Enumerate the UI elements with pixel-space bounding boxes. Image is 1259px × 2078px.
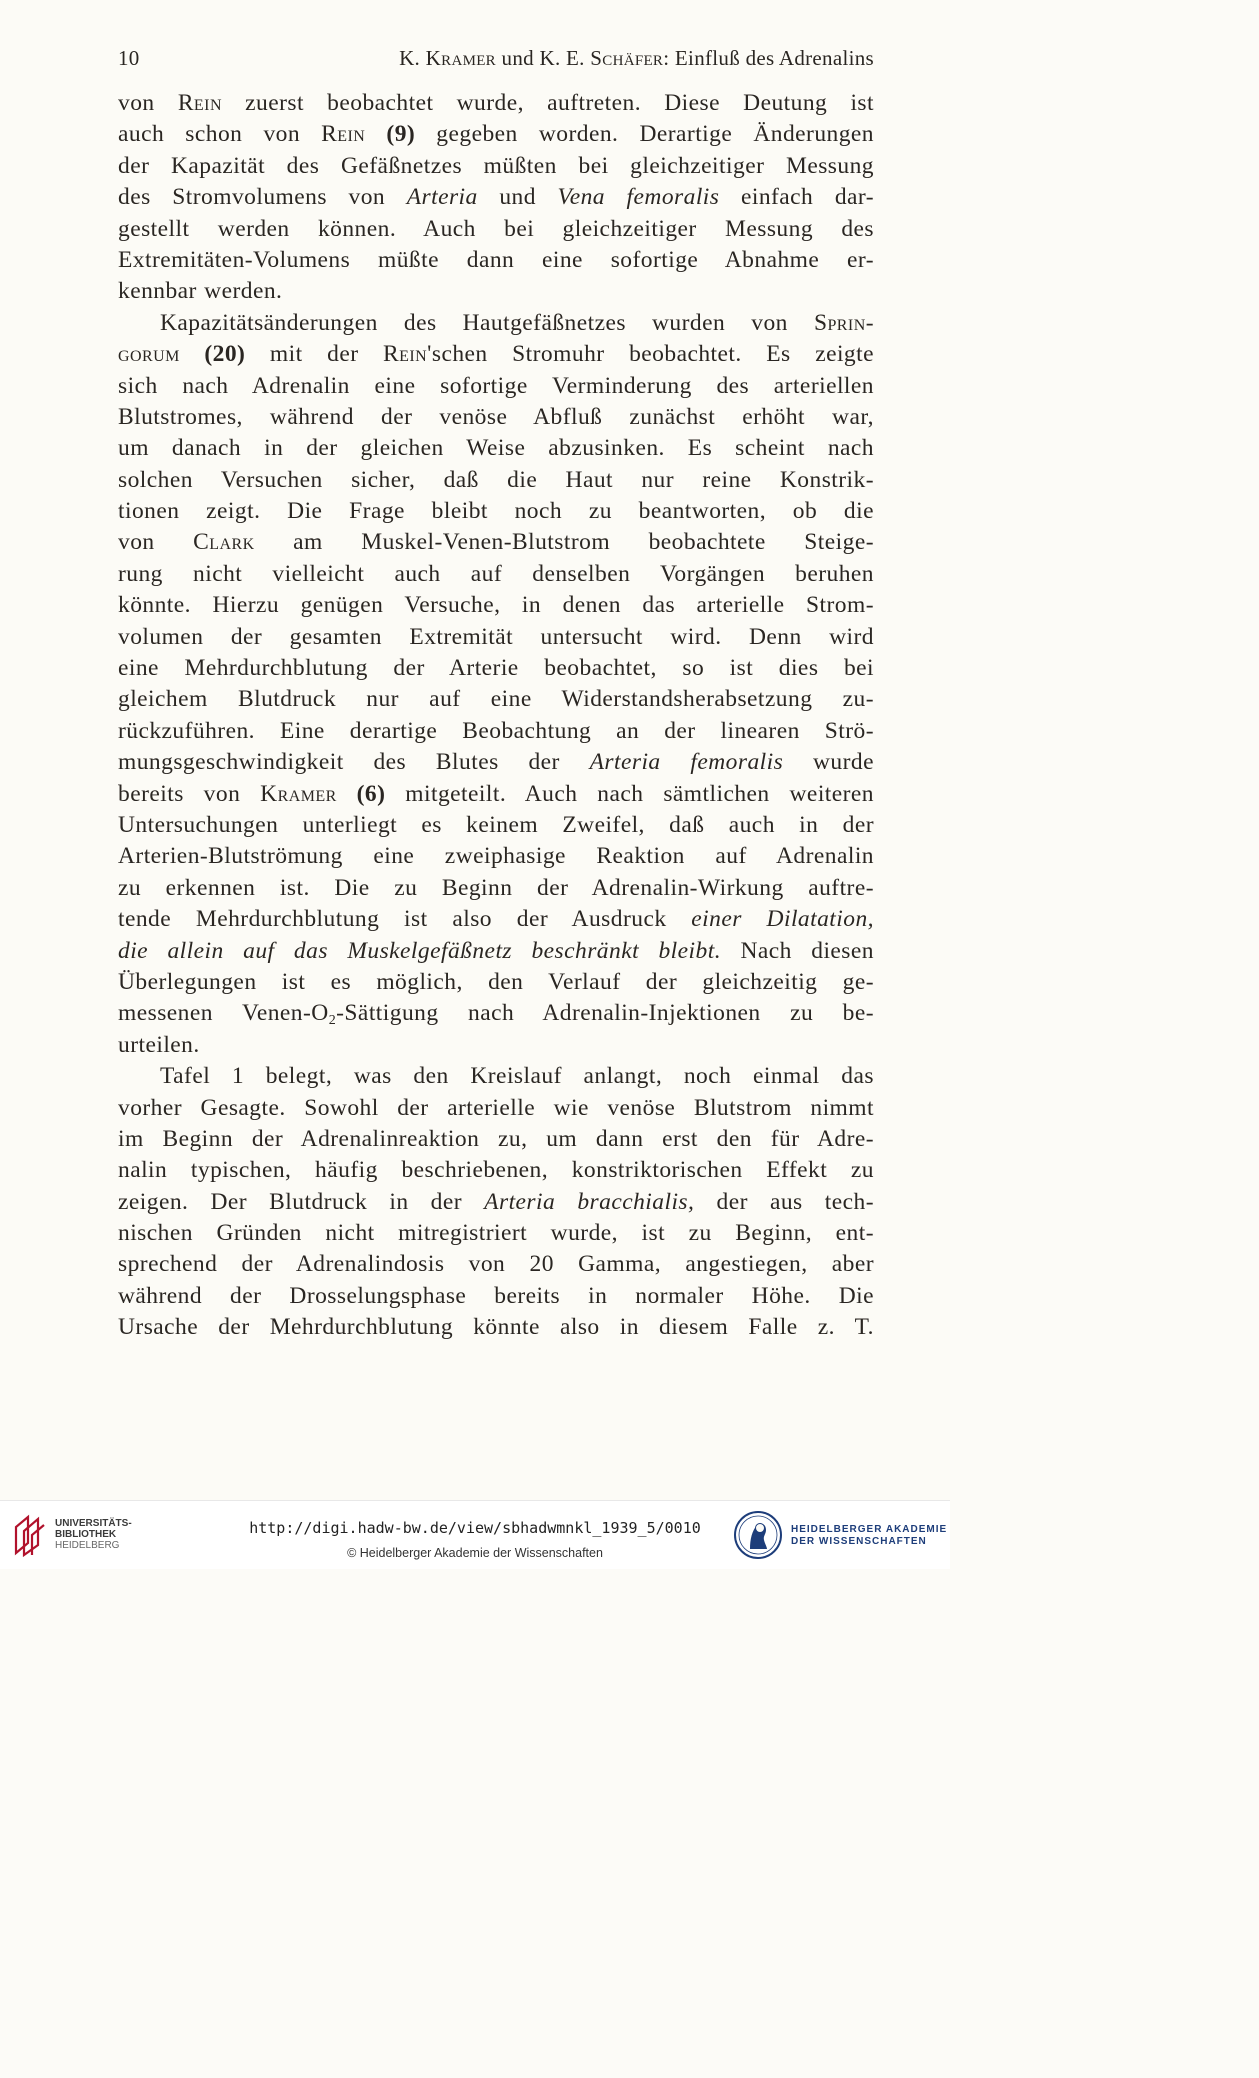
text-line: tende Mehrdurchblutung ist also der Ausdruck einer Dilatation, bbox=[118, 906, 874, 933]
text-line: rung nicht vielleicht auch auf denselben Vorgängen beruhen bbox=[118, 560, 874, 587]
text-line: während der Drosselungsphase bereits in normaler Höhe. Die bbox=[118, 1282, 874, 1309]
text-line: zu erkennen ist. Die zu Beginn der Adrenalin-Wirkung auftre- bbox=[118, 874, 874, 901]
academy-name: HEIDELBERGER AKADEMIE DER WISSENSCHAFTEN bbox=[791, 1524, 948, 1547]
text-line: nischen Gründen nicht mitregistriert wurde, ist zu Beginn, ent- bbox=[118, 1220, 874, 1247]
text-line: eine Mehrdurchblutung der Arterie beobachtet, so ist dies bei bbox=[118, 655, 874, 682]
text-line: volumen der gesamten Extremität untersucht wird. Denn wird bbox=[118, 623, 874, 650]
text-line: Überlegungen ist es möglich, den Verlauf der gleichzeitig ge- bbox=[118, 968, 874, 995]
body-text bbox=[118, 88, 874, 1344]
text-line: die allein auf das Muskelgefäßnetz beschränkt bleibt. Nach diesen bbox=[118, 937, 874, 964]
text-line: von Clark am Muskel-Venen-Blutstrom beobachtete Steige- bbox=[118, 529, 874, 556]
text-line: Untersuchungen unterliegt es keinem Zweifel, daß auch in der bbox=[118, 811, 874, 838]
text-line: sprechend der Adrenalindosis von 20 Gamma, angestiegen, aber bbox=[118, 1251, 874, 1278]
running-title: K. Kramer und K. E. Schäfer: Einfluß des Adrenalins bbox=[399, 46, 874, 70]
text-line: des Stromvolumens von Arteria und Vena femoralis einfach dar- bbox=[118, 184, 874, 211]
paragraph-first-line: Tafel 1 belegt, was den Kreislauf anlangt, noch einmal das bbox=[160, 1063, 874, 1090]
text-line: Extremitäten-Volumens müßte dann eine sofortige Abnahme er- bbox=[118, 246, 874, 273]
text-line: gestellt werden können. Auch bei gleichzeitiger Messung des bbox=[118, 215, 874, 242]
text-line: von Rein zuerst beobachtet wurde, auftreten. Diese Deutung ist bbox=[118, 90, 874, 116]
citation: (6) bbox=[336, 780, 386, 807]
text-line: vorher Gesagte. Sowohl der arterielle wie venöse Blutstrom nimmt bbox=[118, 1094, 874, 1121]
text-line: nalin typischen, häufig beschriebenen, konstriktorischen Effekt zu bbox=[118, 1157, 874, 1184]
text-line: zeigen. Der Blutdruck in der Arteria bracchialis, der aus tech- bbox=[118, 1188, 875, 1215]
text-line: bereits von Kramer (6) mitgeteilt. Auch nach sämtlichen weiteren bbox=[118, 780, 875, 807]
text-line: urteilen. bbox=[118, 1031, 200, 1058]
running-header bbox=[118, 46, 874, 76]
text-line: mungsgeschwindigkeit des Blutes der Arteria femoralis wurde bbox=[118, 749, 874, 776]
academy-seal-icon bbox=[733, 1509, 783, 1561]
text-line: der Kapazität des Gefäßnetzes müßten bei gleichzeitiger Messung bbox=[118, 152, 874, 179]
paragraph-first-line: Kapazitätsänderungen des Hautgefäßnetzes wurden von Sprin- bbox=[160, 309, 874, 336]
text-line: gorum (20) mit der Rein'schen Stromuhr beobachtet. Es zeigte bbox=[118, 341, 874, 368]
university-library-name: UNIVERSITÄTS- BIBLIOTHEK HEIDELBERG bbox=[55, 1518, 132, 1551]
text-line: sich nach Adrenalin eine sofortige Verminderung des arteriellen bbox=[118, 372, 874, 399]
text-line: tionen zeigt. Die Frage bleibt noch zu beantworten, ob die bbox=[118, 498, 874, 525]
text-line: solchen Versuchen sicher, daß die Haut nur reine Konstrik- bbox=[118, 466, 874, 493]
copyright-notice: © Heidelberger Akademie der Wissenschaften bbox=[347, 1546, 603, 1560]
page-number: 10 bbox=[118, 46, 140, 70]
text-line: im Beginn der Adrenalinreaktion zu, um dann erst den für Adre- bbox=[118, 1125, 874, 1152]
text-line: rückzuführen. Eine derartige Beobachtung an der linearen Strö- bbox=[118, 717, 874, 744]
text-line: gleichem Blutdruck nur auf eine Widerstandsherabsetzung zu- bbox=[118, 686, 874, 713]
text-line: Ursache der Mehrdurchblutung könnte also in diesem Falle z. T. bbox=[118, 1314, 874, 1341]
text-line: auch schon von Rein (9) gegeben worden. Derartige Änderungen bbox=[118, 121, 875, 148]
citation: (9) bbox=[365, 121, 416, 148]
text-line: Blutstromes, während der venöse Abfluß zunächst erhöht war, bbox=[118, 403, 874, 430]
permalink-url[interactable]: http://digi.hadw-bw.de/view/sbhadwmnkl_1939_5/0010 bbox=[249, 1519, 701, 1537]
text-line: könnte. Hierzu genügen Versuche, in denen das arterielle Strom- bbox=[118, 592, 874, 619]
citation: (20) bbox=[179, 341, 246, 368]
viewer-footer bbox=[0, 1500, 950, 1569]
text-line: Arterien-Blutströmung eine zweiphasige Reaktion auf Adrenalin bbox=[118, 843, 874, 870]
text-line: kennbar werden. bbox=[118, 278, 283, 305]
text-line: um danach in der gleichen Weise abzusinken. Es scheint nach bbox=[118, 435, 874, 462]
text-line: messenen Venen-$O_2$-Sättigung nach Adrenalin-Injektionen zu be- bbox=[118, 1000, 874, 1029]
